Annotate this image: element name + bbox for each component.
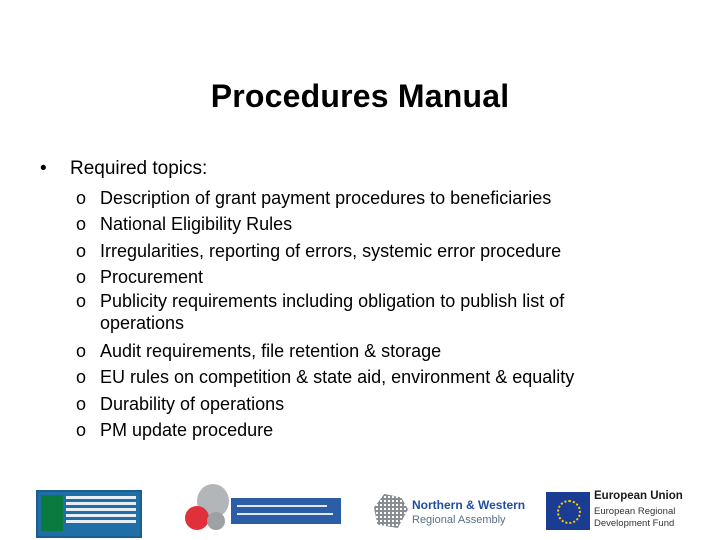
footer-logos (0, 482, 720, 532)
list-item-text: National Eligibility Rules (100, 214, 293, 235)
sub-bullet-marker: o (76, 214, 87, 235)
list-item-text: EU rules on competition & state aid, environment & equality (100, 367, 575, 388)
list-item (76, 185, 676, 211)
list-item (76, 364, 676, 390)
eu-logo-line3: Development Fund (594, 518, 675, 529)
list-item-text: Audit requirements, file retention & storage (100, 341, 442, 362)
topics-list (76, 185, 676, 443)
sub-bullet-marker: o (76, 420, 87, 441)
region-map-icon (374, 494, 408, 528)
sub-bullet-marker: o (76, 240, 87, 261)
eu-flag-icon (546, 492, 590, 530)
list-item (76, 338, 676, 364)
ireland-esif-logo (36, 490, 142, 538)
list-item-text: Description of grant payment procedures to beneficiaries (100, 188, 552, 208)
list-item (76, 211, 676, 237)
list-item (76, 391, 676, 417)
eu-logo-line2: European Regional (594, 506, 676, 517)
list-item (76, 264, 676, 290)
list-item (76, 417, 676, 443)
sub-bullet-marker: o (76, 188, 87, 208)
list-item (76, 238, 676, 264)
nw-logo-line1: Northern & Western (412, 498, 526, 512)
main-bullet-text: Required topics: (70, 158, 208, 179)
sub-bullet-marker: o (76, 291, 87, 312)
sub-bullet-marker: o (76, 393, 87, 414)
eu-logo-line1: European Union (594, 490, 683, 502)
southern-regional-assembly-logo (183, 484, 343, 534)
sub-bullet-marker: o (76, 266, 87, 287)
harp-icon (41, 495, 63, 531)
list-item-text: Procurement (100, 266, 204, 287)
bullet-marker: • (40, 158, 47, 179)
list-item-text: Publicity requirements including obligation to publish list of operations (100, 291, 565, 334)
sub-bullet-marker: o (76, 341, 87, 362)
list-item-text: Durability of operations (100, 393, 285, 414)
northern-western-assembly-logo (372, 492, 526, 532)
list-item-text: Irregularities, reporting of errors, systemic error procedure (100, 240, 562, 261)
list-item-text: PM update procedure (100, 420, 274, 441)
list-item (76, 290, 676, 338)
sub-bullet-marker: o (76, 367, 87, 388)
slide-title: Procedures Manual (210, 78, 510, 114)
eu-erdf-logo (546, 490, 706, 534)
nw-logo-line2: Regional Assembly (412, 514, 506, 526)
